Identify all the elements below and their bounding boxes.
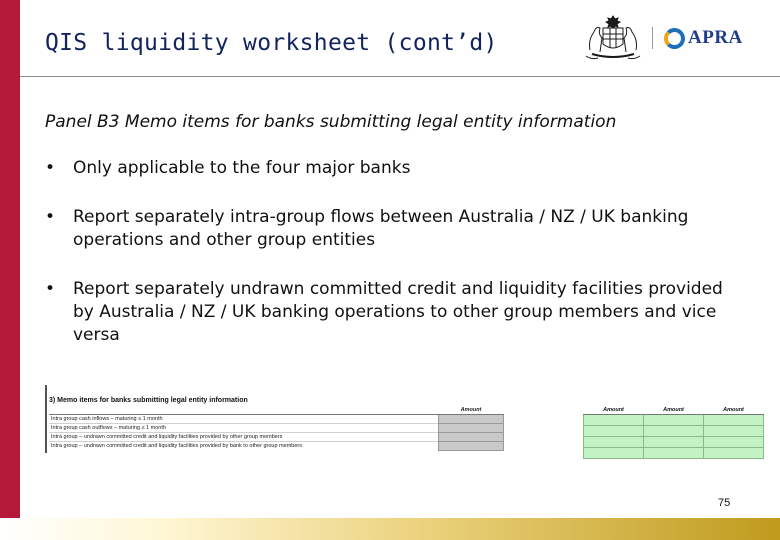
table-row: [584, 448, 764, 459]
worksheet-amount-cell[interactable]: [704, 448, 764, 459]
table-row: [584, 426, 764, 437]
table-row: [584, 415, 764, 426]
table-row: [49, 433, 504, 442]
table-row: [49, 424, 504, 433]
table-row: [49, 415, 504, 424]
worksheet-row-label: Intra group – undrawn committed credit and liquidity facilities provided by bank to other group members: [49, 442, 439, 451]
table-row: [584, 437, 764, 448]
worksheet-amount-cell[interactable]: [584, 437, 644, 448]
bullet-text: Report separately intra-group flows between Australia / NZ / UK banking operations and other group entities: [73, 207, 689, 250]
apra-logo: [664, 27, 743, 49]
worksheet-amount-cell[interactable]: [439, 415, 504, 424]
bullet-list: [45, 157, 725, 373]
worksheet-amount-cell[interactable]: [704, 426, 764, 437]
worksheet-header: 3) Memo items for banks submitting legal entity information: [49, 397, 248, 404]
worksheet-amount-cell[interactable]: [644, 426, 704, 437]
worksheet-amount-cell[interactable]: [704, 437, 764, 448]
bullet-dot: •: [45, 158, 56, 178]
bullet-item: [45, 278, 725, 347]
left-accent-band: [0, 0, 20, 540]
worksheet-amount-cell[interactable]: [584, 448, 644, 459]
bullet-item: [45, 206, 725, 252]
apra-ring-icon: [664, 28, 685, 49]
title-divider: [20, 76, 780, 77]
panel-subtitle: Panel B3 Memo items for banks submitting legal entity information: [45, 112, 617, 132]
table-row: [49, 442, 504, 451]
worksheet-table: [49, 406, 504, 451]
worksheet-row-label: Intra group cash inflows – maturing ≤ 1 month: [49, 415, 439, 424]
bullet-item: [45, 157, 725, 180]
worksheet-amount-header: Amount: [644, 406, 704, 415]
worksheet-amount-cell[interactable]: [584, 415, 644, 426]
bullet-text: Report separately undrawn committed credit and liquidity facilities provided by Australia / NZ / UK banking operations to other group members and vice versa: [73, 279, 723, 345]
worksheet-right-panel: [583, 406, 764, 459]
worksheet-amount-header: Amount: [704, 406, 764, 415]
worksheet-amount-cell[interactable]: [644, 437, 704, 448]
worksheet-amount-cell[interactable]: [439, 442, 504, 451]
bullet-dot: •: [45, 279, 56, 299]
worksheet-blank-header: [49, 406, 439, 415]
worksheet-amount-cell[interactable]: [439, 424, 504, 433]
bullet-dot: •: [45, 207, 56, 227]
worksheet-left-panel: [45, 385, 532, 453]
worksheet-amount-header: Amount: [584, 406, 644, 415]
worksheet-amount-cell[interactable]: [439, 433, 504, 442]
worksheet-amount-cell[interactable]: [584, 426, 644, 437]
apra-logo-text: APRA: [688, 27, 743, 48]
bottom-gold-band: [0, 518, 780, 540]
worksheet-amount-cell[interactable]: [704, 415, 764, 426]
worksheet-amount-cell[interactable]: [644, 448, 704, 459]
commonwealth-coat-of-arms-icon: [582, 12, 644, 62]
page-number: 75: [718, 497, 731, 509]
bullet-text: Only applicable to the four major banks: [73, 158, 411, 178]
worksheet-excerpt: [45, 385, 775, 455]
worksheet-amount-header: Amount: [439, 406, 504, 415]
slide-title: QIS liquidity worksheet (cont’d): [45, 30, 498, 56]
logo-divider: [652, 27, 653, 49]
worksheet-amount-cell[interactable]: [644, 415, 704, 426]
worksheet-row-label: Intra group cash outflows – maturing ≤ 1 month: [49, 424, 439, 433]
worksheet-row-label: Intra group – undrawn committed credit and liquidity facilities provided by other group members: [49, 433, 439, 442]
